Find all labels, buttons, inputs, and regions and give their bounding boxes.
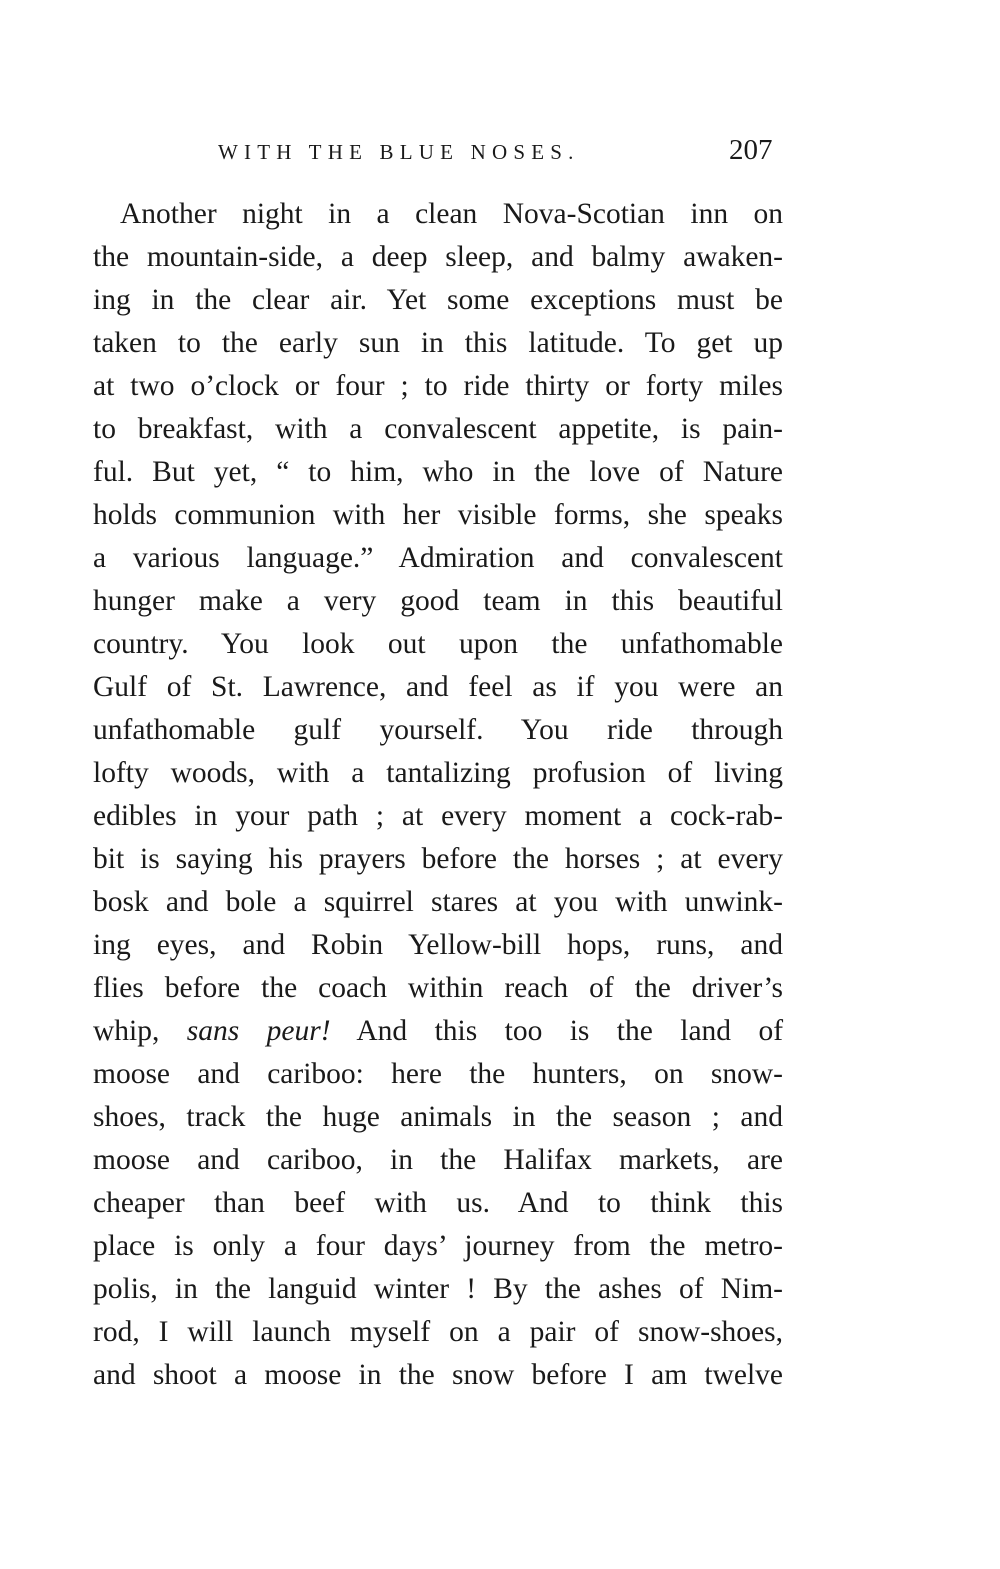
text-line: ing in the clear air. Yet some exceptions must be [93,284,783,316]
text-line: flies before the coach within reach of the driver’s [93,972,783,1004]
text-line: Gulf of St. Lawrence, and feel as if you were an [93,671,783,703]
text-line: lofty woods, with a tantalizing profusion of living [93,757,783,789]
text-line: the mountain-side, a deep sleep, and balmy awaken- [93,241,783,273]
text-line: rod, I will launch myself on a pair of snow-shoes, [93,1316,783,1348]
text-segment: whip, [93,1015,187,1047]
text-line: edibles in your path ; at every moment a cock-rab- [93,800,783,832]
text-line: Another night in a clean Nova-Scotian inn on [120,198,783,230]
page-number: 207 [729,134,773,166]
text-line: hunger make a very good team in this beautiful [93,585,783,617]
text-line: place is only a four days’ journey from the metro- [93,1230,783,1262]
text-line: at two o’clock or four ; to ride thirty or forty miles [93,370,783,402]
text-line: shoes, track the huge animals in the season ; and [93,1101,783,1133]
text-line: and shoot a moose in the snow before I am twelve [93,1359,783,1391]
text-line: bit is saying his prayers before the horses ; at every [93,843,783,875]
body-text [93,193,783,1397]
text-line: unfathomable gulf yourself. You ride through [93,714,783,746]
text-line: country. You look out upon the unfathomable [93,628,783,660]
text-line: moose and cariboo: here the hunters, on snow- [93,1058,783,1090]
text-line: ing eyes, and Robin Yellow-bill hops, runs, and [93,929,783,961]
text-line: to breakfast, with a convalescent appetite, is pain- [93,413,783,445]
running-title: WITH THE BLUE NOSES. [218,140,580,164]
text-line: taken to the early sun in this latitude. To get up [93,327,783,359]
text-line: moose and cariboo, in the Halifax markets, are [93,1144,783,1176]
text-line: a various language.” Admiration and convalescent [93,542,783,574]
text-line: polis, in the languid winter ! By the ashes of Nim- [93,1273,783,1305]
text-line: bosk and bole a squirrel stares at you with unwink- [93,886,783,918]
text-line: holds communion with her visible forms, she speaks [93,499,783,531]
italic-phrase: sans peur! [186,1015,331,1047]
text-segment: And this too is the land of [356,1015,784,1047]
text-line: ful. But yet, “ to him, who in the love of Nature [93,456,783,488]
text-line [93,1010,783,1053]
text-line: cheaper than beef with us. And to think this [93,1187,783,1219]
page-header [0,134,1000,170]
